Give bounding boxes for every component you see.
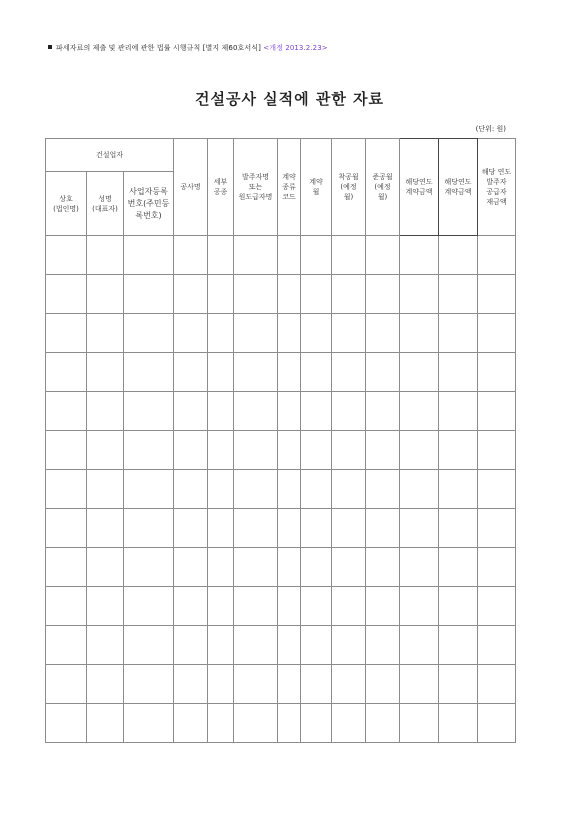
table-cell[interactable] — [278, 392, 301, 431]
table-row — [46, 665, 516, 704]
header-end-month — [366, 139, 400, 236]
table-body — [46, 236, 516, 743]
table-cell[interactable] — [174, 509, 208, 548]
table-cell[interactable] — [46, 548, 87, 587]
header-year-amount-2-text: 해당연도 계약금액 — [444, 178, 472, 196]
table-cell[interactable] — [366, 704, 400, 743]
table-cell[interactable] — [278, 236, 301, 275]
table-cell[interactable] — [87, 509, 124, 548]
table-cell[interactable] — [46, 275, 87, 314]
table-cell[interactable] — [278, 626, 301, 665]
table-cell[interactable] — [301, 626, 332, 665]
table-cell[interactable] — [174, 236, 208, 275]
table-cell[interactable] — [46, 470, 87, 509]
table-cell[interactable] — [400, 392, 439, 431]
table-cell[interactable] — [124, 704, 174, 743]
table-cell[interactable] — [208, 392, 234, 431]
header-contractor: 건설업자 — [46, 139, 174, 172]
table-cell[interactable] — [234, 275, 278, 314]
table-cell[interactable] — [87, 470, 124, 509]
table-cell[interactable] — [174, 431, 208, 470]
table-cell[interactable] — [332, 431, 366, 470]
table-cell[interactable] — [124, 509, 174, 548]
table-cell[interactable] — [301, 236, 332, 275]
table-cell[interactable] — [439, 626, 478, 665]
header-start-month — [332, 139, 366, 236]
table-row — [46, 470, 516, 509]
table-cell[interactable] — [208, 431, 234, 470]
table-cell[interactable] — [301, 470, 332, 509]
table-cell[interactable] — [478, 314, 516, 353]
table-cell[interactable] — [439, 392, 478, 431]
table-cell[interactable] — [439, 704, 478, 743]
table-cell[interactable] — [301, 431, 332, 470]
table-cell[interactable] — [301, 275, 332, 314]
table-cell[interactable] — [366, 353, 400, 392]
table-cell[interactable] — [366, 548, 400, 587]
table-cell[interactable] — [46, 587, 87, 626]
header-representative-text: 성명 (대표자) — [92, 194, 118, 213]
table-cell[interactable] — [439, 314, 478, 353]
table-cell[interactable] — [366, 626, 400, 665]
header-start-month-text: 착공월 (예정 월) — [338, 173, 359, 201]
table-cell[interactable] — [332, 548, 366, 587]
table-cell[interactable] — [366, 665, 400, 704]
table-cell[interactable] — [46, 704, 87, 743]
table-cell[interactable] — [439, 431, 478, 470]
table-cell[interactable] — [278, 275, 301, 314]
table-cell[interactable] — [234, 470, 278, 509]
table-cell[interactable] — [400, 236, 439, 275]
table-cell[interactable] — [208, 275, 234, 314]
table-cell[interactable] — [278, 431, 301, 470]
header-subtype-text: 세부 공종 — [213, 178, 228, 196]
table-row — [46, 275, 516, 314]
header-subtype — [208, 139, 234, 236]
table-cell[interactable] — [46, 392, 87, 431]
table-cell[interactable] — [124, 392, 174, 431]
header-project-name-text: 공사명 — [180, 183, 201, 191]
table-cell[interactable] — [278, 509, 301, 548]
table-cell[interactable] — [87, 353, 124, 392]
table-cell[interactable] — [400, 275, 439, 314]
table-cell[interactable] — [478, 236, 516, 275]
table-cell[interactable] — [439, 353, 478, 392]
table-cell[interactable] — [234, 509, 278, 548]
table-cell[interactable] — [174, 314, 208, 353]
table-cell[interactable] — [400, 353, 439, 392]
table-cell[interactable] — [366, 431, 400, 470]
header-project-name — [174, 139, 208, 236]
table-cell[interactable] — [278, 665, 301, 704]
table-cell[interactable] — [208, 626, 234, 665]
header-year-amount-1 — [400, 139, 439, 236]
table-cell[interactable] — [439, 236, 478, 275]
table-cell[interactable] — [478, 587, 516, 626]
table-cell[interactable] — [332, 470, 366, 509]
table-cell[interactable] — [478, 665, 516, 704]
table-cell[interactable] — [400, 509, 439, 548]
table-cell[interactable] — [439, 275, 478, 314]
table-cell[interactable] — [124, 236, 174, 275]
table-cell[interactable] — [87, 314, 124, 353]
table-cell[interactable] — [208, 587, 234, 626]
table-row — [46, 509, 516, 548]
table-cell[interactable] — [478, 626, 516, 665]
table-cell[interactable] — [124, 626, 174, 665]
table-cell[interactable] — [400, 314, 439, 353]
table-cell[interactable] — [439, 470, 478, 509]
header-supply-amount — [478, 139, 516, 236]
table-cell[interactable] — [174, 626, 208, 665]
header-orderer-text: 발주자명 또는 원도급자명 — [238, 173, 273, 201]
table-cell[interactable] — [234, 236, 278, 275]
table-cell[interactable] — [332, 665, 366, 704]
table-cell[interactable] — [301, 509, 332, 548]
table-cell[interactable] — [366, 314, 400, 353]
table-cell[interactable] — [124, 431, 174, 470]
construction-record-table — [45, 138, 516, 743]
table-cell[interactable] — [366, 392, 400, 431]
table-cell[interactable] — [124, 548, 174, 587]
header-business-number — [124, 172, 174, 236]
page-title: 건설공사 실적에 관한 자료 — [194, 90, 385, 108]
table-cell[interactable] — [87, 626, 124, 665]
table-cell[interactable] — [332, 704, 366, 743]
table-cell[interactable] — [301, 548, 332, 587]
table-cell[interactable] — [234, 314, 278, 353]
table-cell[interactable] — [301, 314, 332, 353]
table-cell[interactable] — [234, 431, 278, 470]
header-business-number-text: 사업자등록번호(주민등록번호) — [127, 186, 170, 220]
table-cell[interactable] — [87, 275, 124, 314]
table-row — [46, 626, 516, 665]
table-cell[interactable] — [332, 509, 366, 548]
header-orderer — [234, 139, 278, 236]
table-cell[interactable] — [332, 236, 366, 275]
table-cell[interactable] — [208, 509, 234, 548]
table-cell[interactable] — [478, 548, 516, 587]
table-cell[interactable] — [332, 626, 366, 665]
table-cell[interactable] — [478, 275, 516, 314]
table-cell[interactable] — [87, 587, 124, 626]
table-cell[interactable] — [234, 704, 278, 743]
table-cell[interactable] — [478, 470, 516, 509]
table-cell[interactable] — [174, 392, 208, 431]
table-cell[interactable] — [174, 470, 208, 509]
header-contract-month-text: 계약 월 — [309, 178, 323, 196]
table-cell[interactable] — [278, 548, 301, 587]
table-cell[interactable] — [208, 704, 234, 743]
table-cell[interactable] — [301, 392, 332, 431]
table-row — [46, 392, 516, 431]
table-cell[interactable] — [301, 665, 332, 704]
table-cell[interactable] — [234, 587, 278, 626]
table-cell[interactable] — [87, 548, 124, 587]
table-cell[interactable] — [301, 704, 332, 743]
table-cell[interactable] — [366, 509, 400, 548]
table-cell[interactable] — [366, 470, 400, 509]
table-cell[interactable] — [332, 314, 366, 353]
table-cell[interactable] — [208, 470, 234, 509]
table-cell[interactable] — [234, 626, 278, 665]
table-cell[interactable] — [87, 392, 124, 431]
table-cell[interactable] — [400, 431, 439, 470]
table-cell[interactable] — [124, 314, 174, 353]
table-cell[interactable] — [208, 665, 234, 704]
table-cell[interactable] — [87, 236, 124, 275]
table-cell[interactable] — [301, 587, 332, 626]
table-cell[interactable] — [174, 704, 208, 743]
table-row — [46, 704, 516, 743]
table-row — [46, 548, 516, 587]
table-cell[interactable] — [478, 392, 516, 431]
table-cell[interactable] — [439, 548, 478, 587]
table-cell[interactable] — [174, 548, 208, 587]
header-contract-type — [278, 139, 301, 236]
table-cell[interactable] — [208, 314, 234, 353]
table-cell[interactable] — [332, 275, 366, 314]
table-cell[interactable] — [124, 353, 174, 392]
table-cell[interactable] — [124, 665, 174, 704]
table-cell[interactable] — [400, 704, 439, 743]
table-cell[interactable] — [439, 665, 478, 704]
table-cell[interactable] — [234, 392, 278, 431]
table-cell[interactable] — [46, 431, 87, 470]
table-cell[interactable] — [46, 353, 87, 392]
table-cell[interactable] — [87, 431, 124, 470]
table-cell[interactable] — [124, 587, 174, 626]
table-row — [46, 236, 516, 275]
table-cell[interactable] — [478, 509, 516, 548]
table-cell[interactable] — [400, 587, 439, 626]
table-cell[interactable] — [124, 275, 174, 314]
table-cell[interactable] — [46, 314, 87, 353]
table-cell[interactable] — [478, 353, 516, 392]
table-cell[interactable] — [400, 470, 439, 509]
header-company — [46, 172, 87, 236]
table-cell[interactable] — [278, 587, 301, 626]
table-cell[interactable] — [400, 665, 439, 704]
table-row — [46, 314, 516, 353]
header-supply-amount-text: 해당 연도 발주자 공급자 재금액 — [481, 168, 512, 206]
header-contract-month — [301, 139, 332, 236]
header-company-text: 상호 (법인명) — [53, 194, 79, 213]
table-cell[interactable] — [332, 353, 366, 392]
bullet-icon — [48, 45, 52, 49]
table-cell[interactable] — [400, 548, 439, 587]
table-cell[interactable] — [124, 470, 174, 509]
header-contract-type-text: 계약 종류 코드 — [282, 173, 296, 201]
table-cell[interactable] — [278, 353, 301, 392]
table-cell[interactable] — [332, 392, 366, 431]
header-year-amount-1-text: 해당연도 계약금액 — [405, 178, 433, 196]
table-cell[interactable] — [278, 704, 301, 743]
header-year-amount-2 — [439, 139, 478, 236]
table-cell[interactable] — [174, 665, 208, 704]
form-reference — [48, 43, 328, 53]
table-cell[interactable] — [174, 275, 208, 314]
table-cell[interactable] — [87, 665, 124, 704]
table-cell[interactable] — [174, 587, 208, 626]
table-cell[interactable] — [278, 314, 301, 353]
table-cell[interactable] — [208, 353, 234, 392]
table-cell[interactable] — [439, 587, 478, 626]
table-cell[interactable] — [366, 236, 400, 275]
table-cell[interactable] — [439, 509, 478, 548]
table-cell[interactable] — [234, 548, 278, 587]
table-cell[interactable] — [208, 236, 234, 275]
table-row — [46, 587, 516, 626]
table-row — [46, 431, 516, 470]
table-cell[interactable] — [278, 470, 301, 509]
header-end-month-text: 준공월 (예정 월) — [372, 173, 393, 201]
table-cell[interactable] — [174, 353, 208, 392]
table-cell[interactable] — [366, 587, 400, 626]
unit-label: (단위: 원) — [475, 125, 506, 133]
form-reference-text: 파세자료의 제출 및 관리에 관한 법률 시행규칙 [별지 제60호서식] — [56, 44, 261, 52]
table-cell[interactable] — [301, 353, 332, 392]
table-cell[interactable] — [478, 704, 516, 743]
table-cell[interactable] — [46, 665, 87, 704]
table-cell[interactable] — [234, 665, 278, 704]
table-cell[interactable] — [87, 704, 124, 743]
revision-link[interactable]: <개정 2013.2.23> — [263, 44, 328, 52]
table-cell[interactable] — [400, 626, 439, 665]
table-cell[interactable] — [478, 431, 516, 470]
header-representative — [87, 172, 124, 236]
table-cell[interactable] — [366, 275, 400, 314]
table-cell[interactable] — [234, 353, 278, 392]
table-cell[interactable] — [46, 509, 87, 548]
table-row — [46, 353, 516, 392]
table-cell[interactable] — [208, 548, 234, 587]
table-cell[interactable] — [46, 626, 87, 665]
table-cell[interactable] — [46, 236, 87, 275]
table-cell[interactable] — [332, 587, 366, 626]
